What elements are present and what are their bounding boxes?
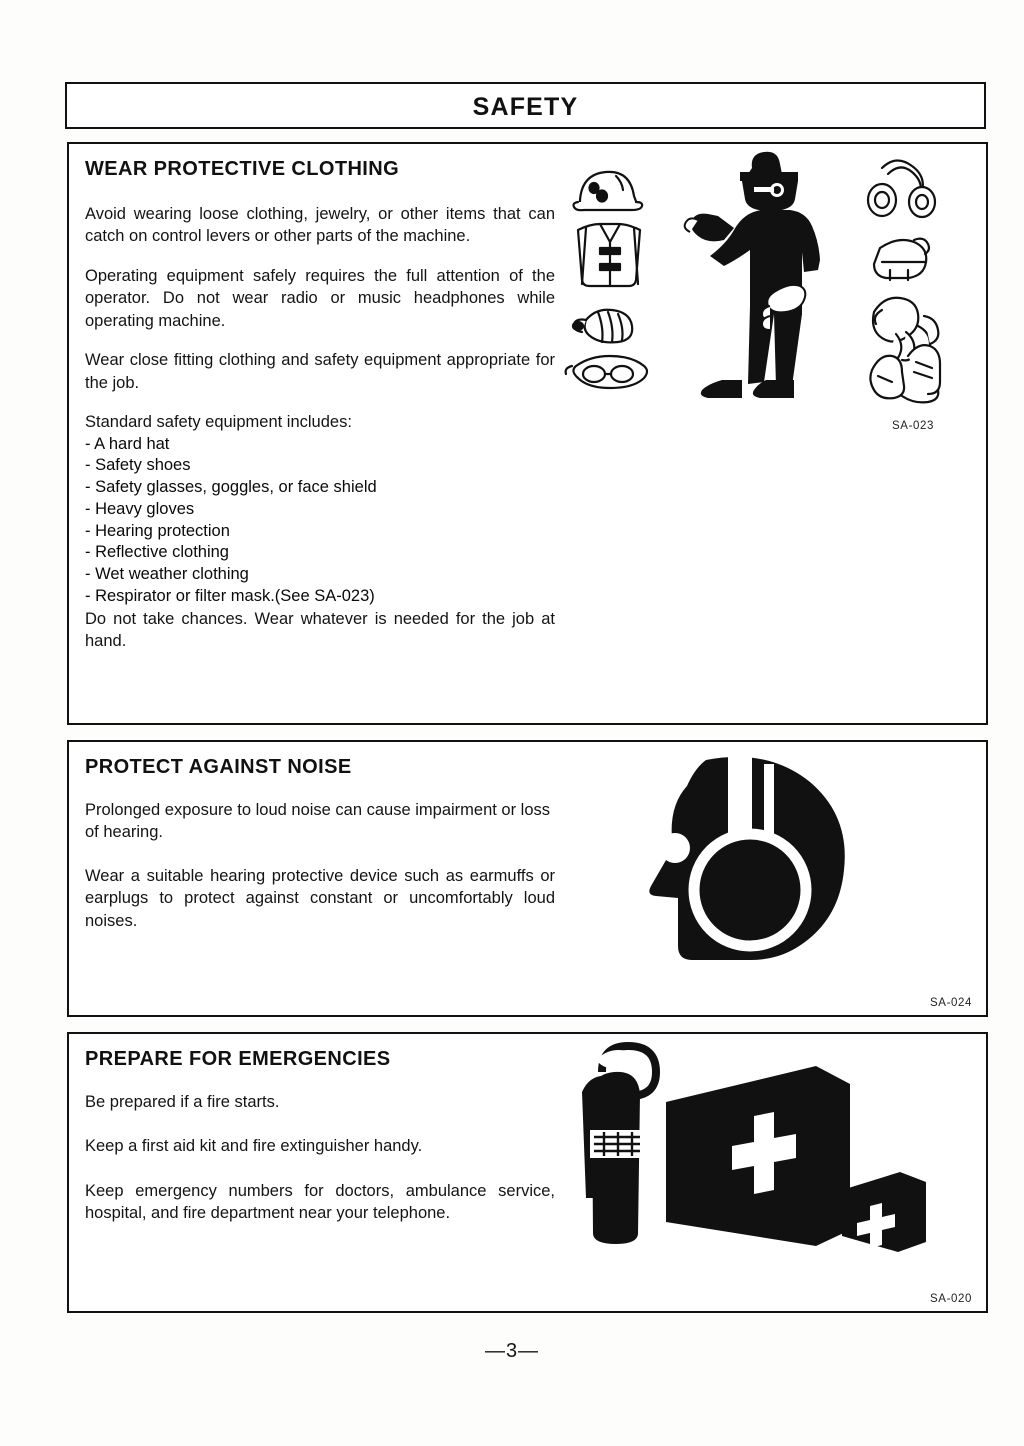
ear-muffs-icon — [868, 160, 935, 217]
head-profile-with-earmuffs-icon — [556, 742, 956, 1004]
safety-goggles-icon — [566, 356, 647, 388]
list-item: - Heavy gloves — [85, 499, 195, 518]
section-2-heading: PROTECT AGAINST NOISE — [85, 756, 352, 778]
figure-code-sa-024: SA-024 — [930, 997, 972, 1009]
section-2-text-column — [85, 756, 555, 949]
section-3-text-column — [85, 1048, 555, 1242]
list-item: - Respirator or filter mask.(See SA-023) — [85, 586, 375, 605]
protective-clothing-illustration — [556, 144, 986, 424]
page-header-box — [65, 82, 986, 129]
respirator-mask-icon — [573, 310, 632, 343]
section-3-paragraph-1: Be prepared if a fire starts. — [85, 1093, 280, 1111]
list-item: - Safety glasses, goggles, or face shield — [85, 478, 377, 497]
emergency-equipment-illustration — [546, 1034, 976, 1296]
first-aid-kit-small-icon — [842, 1172, 926, 1252]
apron-icon — [874, 239, 929, 280]
section-2-paragraph-1: Prolonged exposure to loud noise can cause impairment or loss of hearing. — [85, 801, 551, 842]
first-aid-case-icon — [666, 1066, 850, 1246]
section-1-illustration — [556, 144, 986, 723]
list-item: - Reflective clothing — [85, 543, 229, 562]
figure-code-sa-023: SA-023 — [892, 420, 934, 432]
section-1-heading: WEAR PROTECTIVE CLOTHING — [85, 158, 400, 180]
worker-figure-icon — [685, 152, 820, 398]
section-1-text-column — [85, 158, 555, 670]
list-item: - Hearing protection — [85, 521, 230, 540]
section-wear-protective-clothing — [67, 142, 988, 725]
section-2-paragraph-2: Wear a suitable hearing protective device such as earmuffs or earplugs to protect against constant or uncomfortably loud noises. — [85, 866, 555, 930]
section-1-paragraph-3: Wear close fitting clothing and safety equipment appropriate for the job. — [85, 351, 555, 392]
fire-extinguisher-icon — [582, 1046, 656, 1244]
section-1-closing-paragraph: Do not take chances. Wear whatever is needed for the job at hand. — [85, 609, 555, 651]
safety-equipment-list — [85, 434, 555, 608]
page-title: SAFETY — [472, 93, 579, 121]
section-1-paragraph-2: Operating equipment safely requires the full attention of the operator. Do not wear radio or music headphones while operating machine. — [85, 266, 555, 330]
section-protect-against-noise — [67, 740, 988, 1017]
figure-code-sa-020: SA-020 — [930, 1293, 972, 1305]
section-1-list-intro: Standard safety equipment includes: — [85, 413, 352, 432]
section-3-illustration — [556, 1034, 986, 1311]
section-2-illustration — [556, 742, 986, 1015]
section-3-paragraph-3: Keep emergency numbers for doctors, ambulance service, hospital, and fire department near your telephone. — [85, 1181, 555, 1223]
hard-hat-icon — [574, 172, 643, 210]
safety-vest-icon — [578, 224, 640, 286]
page-number: —3— — [484, 1340, 540, 1362]
section-3-paragraph-2: Keep a first aid kit and fire extinguisher handy. — [85, 1137, 423, 1156]
list-item: - Wet weather clothing — [85, 565, 249, 584]
section-prepare-for-emergencies — [67, 1032, 988, 1313]
section-1-paragraph-1: Avoid wearing loose clothing, jewelry, or other items that can catch on control levers or other parts of the machine. — [85, 205, 555, 246]
section-3-heading: PREPARE FOR EMERGENCIES — [85, 1048, 391, 1070]
list-item: - A hard hat — [85, 434, 170, 453]
list-item: - Safety shoes — [85, 456, 191, 475]
